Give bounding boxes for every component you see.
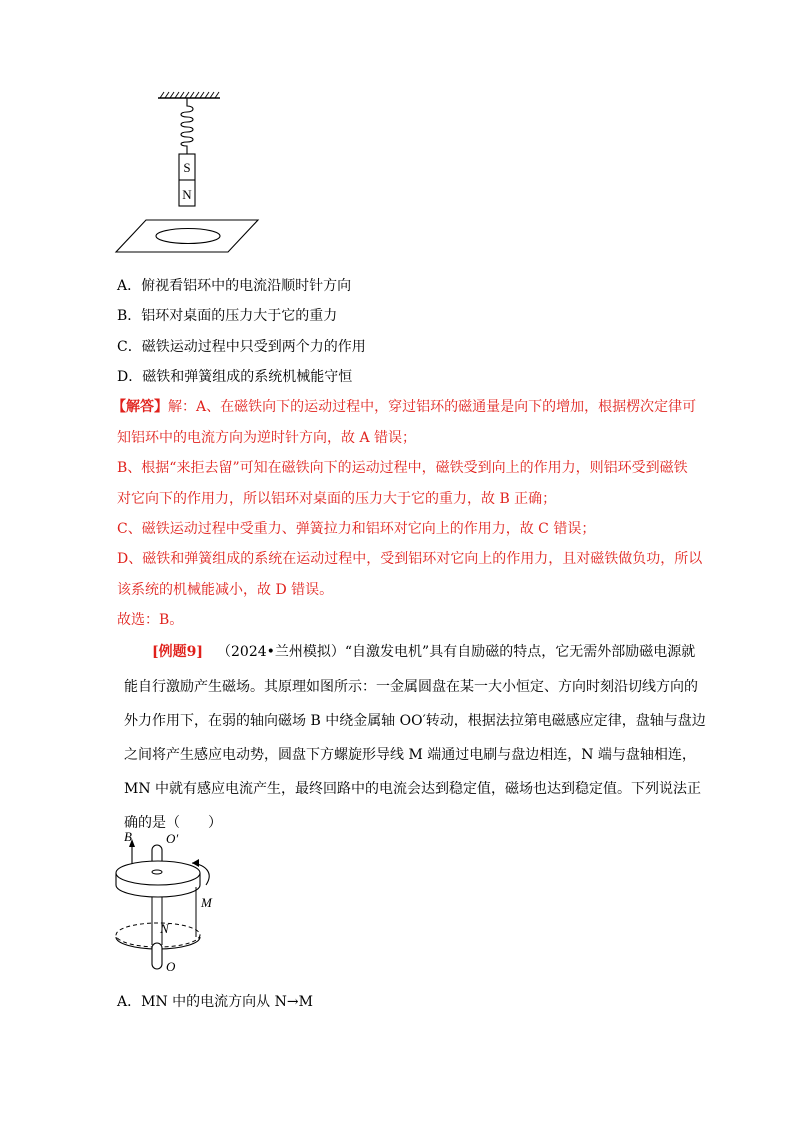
answer-choice: 故选：B。 [117,612,184,628]
option-d: D．磁铁和弹簧组成的系统机械能守恒 [117,369,353,385]
answer-line-7: 该系统的机械能减小，故 D 错误。 [117,582,334,598]
answer-line-2: 知铝环中的电流方向为逆时针方向，故 A 错误； [117,430,417,446]
answer-tag: 【解答】 [112,399,168,415]
example9-line-4: 之间将产生感应电动势，圆盘下方螺旋形导线 M 端通过电刷与盘边相连，N 端与盘轴相连， [124,747,696,763]
option-c: C．磁铁运动过程中只受到两个力的作用 [117,339,366,355]
example9-text-1: （2024•兰州模拟）“自激发电机”具有自励磁的特点，它无需外部励磁电源就 [217,644,696,660]
option2-a: A．MN 中的电流方向从 N→M [117,994,313,1010]
example9-line-6: 确的是（ ） [124,815,222,831]
answer-line-3: B、根据“来拒去留”可知在磁铁向下的运动过程中，磁铁受到向上的作用力，则铝环受到磁铁 [117,460,688,476]
option-b: B．铝环对桌面的压力大于它的重力 [117,308,338,324]
label-o-prime: O′ [166,831,179,846]
example9-line-3: 外力作用下，在弱的轴向磁场 B 中绕金属轴 OO′转动，根据法拉第电磁感应定律，盘轴与盘边 [124,713,706,729]
option-a: A．俯视看铝环中的电流沿顺时针方向 [117,278,352,294]
example9-line-5: MN 中就有感应电流产生，最终回路中的电流会达到稳定值，磁场也达到稳定值。下列说法正 [124,781,702,797]
example9-line-1 [152,642,695,662]
label-m: M [201,895,212,910]
label-o: O [166,959,176,974]
figure-disk-dynamo [106,825,226,977]
magnet-s-label: S [183,160,191,175]
magnet-n-label: N [182,187,192,202]
answer-text-1: 解：A、在磁铁向下的运动过程中，穿过铝环的磁通量是向下的增加，根据楞次定律可 [168,399,697,415]
label-b: B [124,829,132,844]
label-n: N [160,921,169,936]
answer-line-4: 对它向下的作用力，所以铝环对桌面的压力大于它的重力，故 B 正确； [117,491,557,507]
example9-line-2: 能自行激励产生磁场。其原理如图所示：一金属圆盘在某一大小恒定、方向时刻沿切线方向的 [124,679,698,695]
example9-tag: [例题9] [152,644,203,660]
answer-line-1 [112,397,696,417]
answer-line-6: D、磁铁和弹簧组成的系统在运动过程中，受到铝环对它向上的作用力，且对磁铁做负功，所以 [117,551,703,567]
figure-magnet-spring [110,88,270,258]
answer-line-5: C、磁铁运动过程中受重力、弹簧拉力和铝环对它向上的作用力，故 C 错误； [117,521,596,537]
